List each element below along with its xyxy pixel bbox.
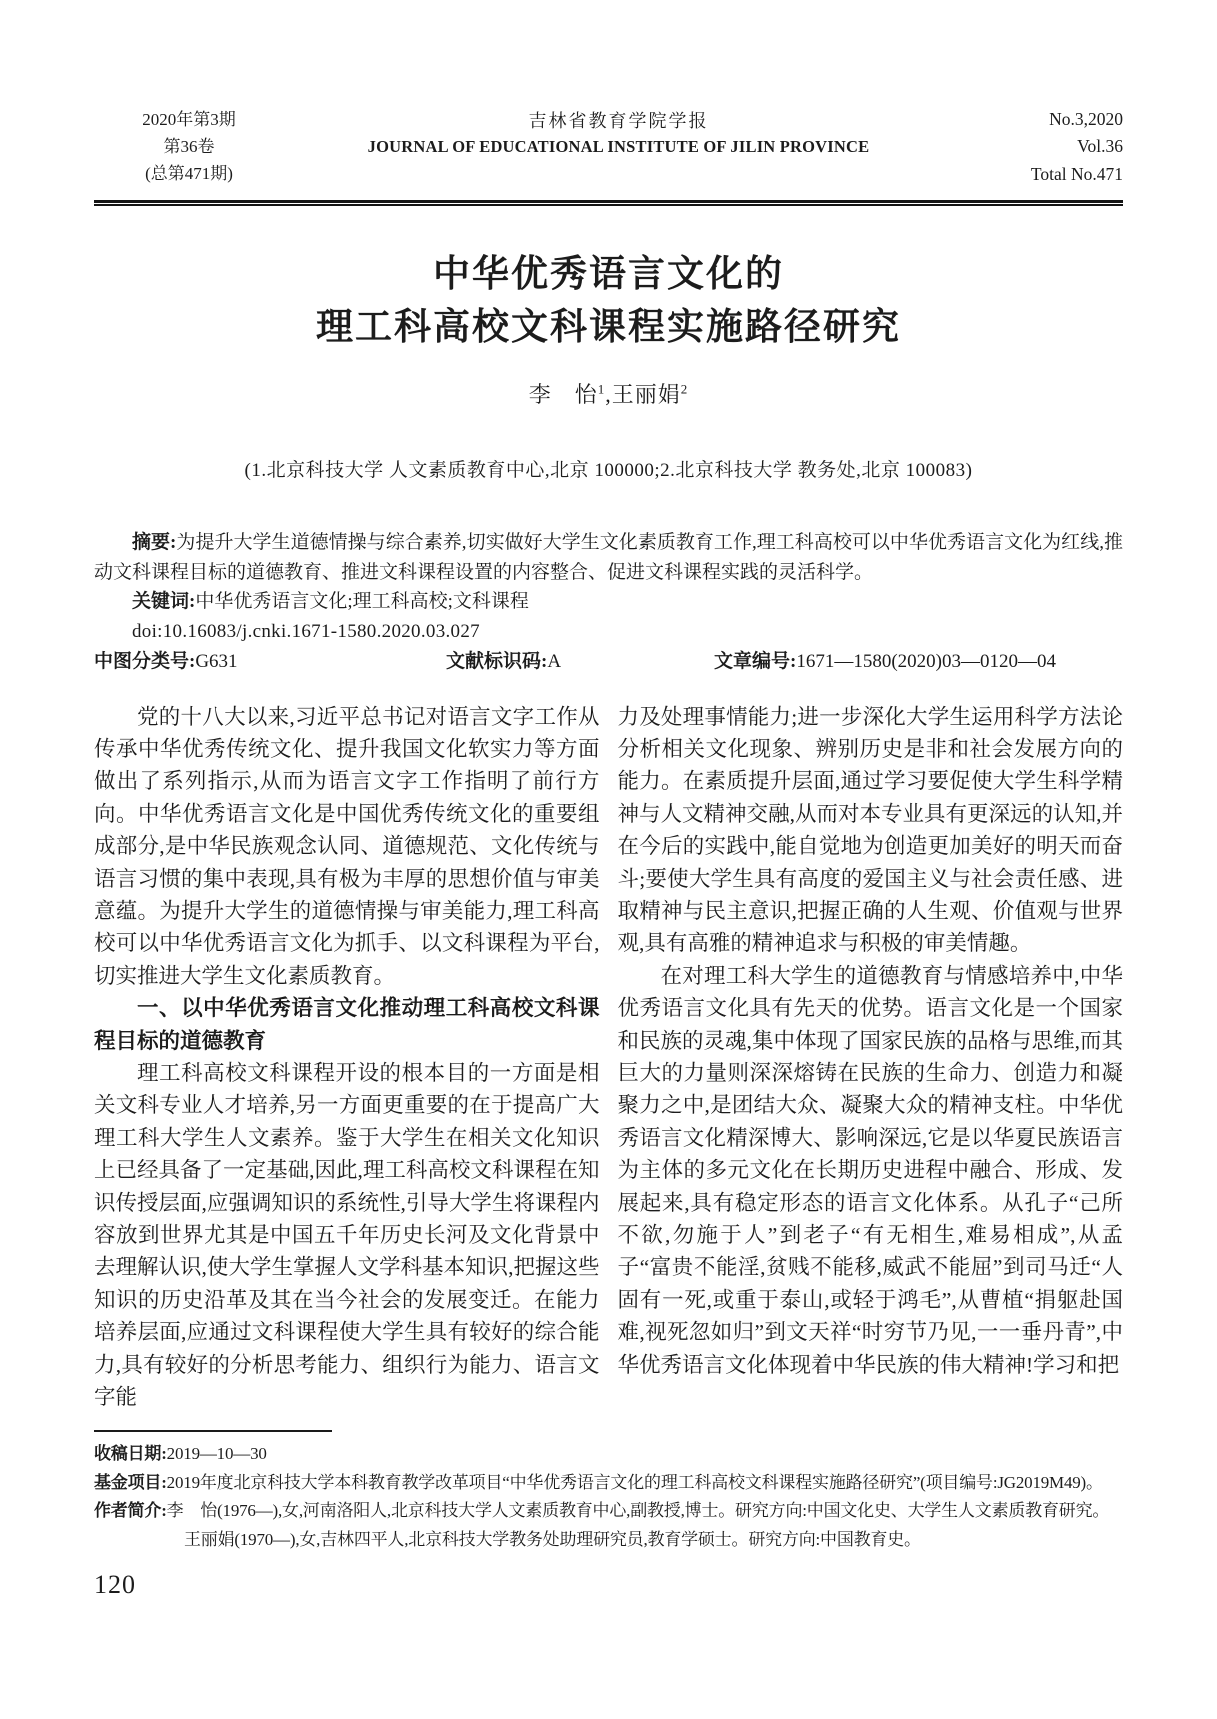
author-sup-1: 1 bbox=[597, 381, 606, 397]
volume-info bbox=[953, 106, 1123, 188]
paragraph-section1-b: 在对理工科大学生的道德教育与情感培养中,中华优秀语言文化具有先天的优势。语言文化是一个国家和民族的灵魂,集中体现了国家民族的品格与思维,而其巨大的力量则深深熔铸在民族的生命力、创造力和凝聚力之中,是团结大众、凝聚大众的精神支柱。中华优秀语言文化精深博大、影响深远,它是以华夏民族语言为主体的多元文化在长期历史进程中融合、形成、发展起来,具有稳定形态的语言文化体系。从孔子“己所不欲,勿施于人”到老子“有无相生,难易相成”,从孟子“富贵不能淫,贫贱不能移,威武不能屈”到司马迁“人固有一死,或重于泰山,或轻于鸿毛”,从曹植“捐躯赴国难,视死忽如归”到文天祥“时穷节乃见,一一垂丹青”,中华优秀语言文化体现着中华民族的伟大精神!学习和把 bbox=[617, 963, 1123, 1377]
keywords-text: 中华优秀语言文化;理工科高校;文科课程 bbox=[195, 591, 529, 612]
column-right bbox=[618, 701, 1124, 1414]
article-title bbox=[94, 248, 1123, 354]
received-date-value: 2019—10—30 bbox=[166, 1444, 267, 1464]
article-title-line1: 中华优秀语言文化的 bbox=[433, 254, 784, 295]
received-date-label: 收稿日期: bbox=[94, 1444, 167, 1464]
affiliation-line: (1.北京科技大学 人文素质教育中心,北京 100000;2.北京科技大学 教务处,北京 100083) bbox=[244, 460, 973, 481]
article-number bbox=[714, 647, 1123, 677]
journal-name-en: JOURNAL OF EDUCATIONAL INSTITUTE OF JILIN PROVINCE bbox=[367, 137, 870, 156]
authors-line bbox=[94, 378, 1123, 409]
journal-header bbox=[94, 106, 1123, 188]
paragraph-intro: 党的十八大以来,习近平总书记对语言文字工作从传承中华优秀传统文化、提升我国文化软实力等方面做出了系列指示,从而为语言文字工作指明了前行方向。中华优秀语言文化是中国优秀传统文化的重要组成部分,是中华民族观念认同、道德规范、文化传统与语言习惯的集中表现,具有极为丰厚的思想价值与审美意蕴。为提升大学生的道德情操与审美能力,理工科高校可以中华优秀语言文化为抓手、以文科课程为平台,切实推进大学生文化素质教育。 bbox=[94, 704, 600, 988]
journal-title-block bbox=[284, 106, 953, 160]
page-number: 120 bbox=[94, 1570, 136, 1600]
author-separator: , bbox=[605, 382, 612, 407]
abstract bbox=[94, 528, 1123, 587]
clc-label: 中图分类号: bbox=[94, 651, 196, 672]
clc-number bbox=[94, 647, 446, 677]
document-code bbox=[446, 647, 714, 677]
footnotes bbox=[94, 1440, 1123, 1554]
footnote-received-date bbox=[94, 1440, 1123, 1469]
volume-line-no: No.3,2020 bbox=[1049, 109, 1123, 129]
fund-value: 2019年度北京科技大学本科教育教学改革项目“中华优秀语言文化的理工科高校文科课程实施路径研究”(项目编号:JG2019M49)。 bbox=[166, 1472, 1103, 1492]
keywords bbox=[94, 587, 1123, 617]
volume-line-vol: Vol.36 bbox=[1077, 136, 1123, 156]
issue-line-volume: 第36卷 bbox=[163, 137, 215, 156]
author-name-2: 王丽娟 bbox=[611, 382, 681, 407]
section-heading-1: 一、以中华优秀语言文化推动理工科高校文科课程目标的道德教育 bbox=[94, 996, 600, 1053]
document-code-label: 文献标识码: bbox=[446, 651, 548, 672]
issue-info bbox=[94, 106, 284, 187]
volume-line-total: Total No.471 bbox=[1030, 164, 1123, 184]
journal-name-cn: 吉林省教育学院学报 bbox=[528, 111, 709, 131]
abstract-label: 摘要: bbox=[132, 532, 177, 553]
footnote-rule bbox=[94, 1430, 332, 1432]
classification-row bbox=[94, 647, 1123, 677]
footnote-author-bio-1 bbox=[94, 1497, 1123, 1526]
paragraph-section1: 理工科高校文科课程开设的根本目的一方面是相关文科专业人才培养,另一方面更重要的在于提高广大理工科大学生人文素养。鉴于大学生在相关文化知识上已经具备了一定基础,因此,理工科高校文科课程在知识传授层面,应强调知识的系统性,引导大学生将课程内容放到世界尤其是中国五千年历史长河及文化背景中去理解认识,使大学生掌握人文学科基本知识,把握这些知识的历史沿革及其在当今社会的发展变迁。在能力培养层面,应通过文科课程使大学生具有较好的综合能力,具有较好的分析思考能力、组织行为能力、语言文字能 bbox=[94, 1060, 600, 1410]
header-rule bbox=[94, 200, 1123, 206]
article-number-value: 1671—1580(2020)03—0120—04 bbox=[796, 651, 1056, 672]
clc-value: G631 bbox=[195, 651, 238, 672]
author-sup-2: 2 bbox=[680, 381, 689, 397]
article-number-label: 文章编号: bbox=[714, 651, 797, 672]
fund-label: 基金项目: bbox=[94, 1472, 167, 1492]
document-code-value: A bbox=[547, 651, 562, 672]
column-left bbox=[94, 701, 600, 1414]
author-bio-1-value: 李 怡(1976—),女,河南洛阳人,北京科技大学人文素质教育中心,副教授,博士。研究方向:中国文化史、大学生人文素质教育研究。 bbox=[166, 1501, 1110, 1521]
issue-line-year: 2020年第3期 bbox=[142, 110, 236, 129]
article-title-line2: 理工科高校文科课程实施路径研究 bbox=[316, 307, 901, 348]
footnote-fund bbox=[94, 1469, 1123, 1498]
keywords-label: 关键词: bbox=[132, 591, 196, 612]
author-name-1: 李 怡 bbox=[528, 382, 598, 407]
doi-line: doi:10.16083/j.cnki.1671-1580.2020.03.027 bbox=[132, 620, 480, 642]
paragraph-section1-cont: 力及处理事情能力;进一步深化大学生运用科学方法论分析相关文化现象、辨别历史是非和社会发展方向的能力。在素质提升层面,通过学习要促使大学生科学精神与人文精神交融,从而对本专业具有更深远的认知,并在今后的实践中,能自觉地为创造更加美好的明天而奋斗;要使大学生具有高度的爱国主义与社会责任感、进取精神与民主意识,把握正确的人生观、价值观与世界观,具有高雅的精神追求与积极的审美情趣。 bbox=[617, 704, 1123, 956]
footnote-author-bio-2: 王丽娟(1970—),女,吉林四平人,北京科技大学教务处助理研究员,教育学硕士。研究方向:中国教育史。 bbox=[184, 1529, 921, 1549]
author-bio-label: 作者简介: bbox=[94, 1501, 167, 1521]
issue-line-total: (总第471期) bbox=[145, 164, 233, 183]
article-meta bbox=[94, 528, 1123, 677]
article-body bbox=[94, 701, 1123, 1414]
abstract-text: 为提升大学生道德情操与综合素养,切实做好大学生文化素质教育工作,理工科高校可以中华优秀语言文化为红线,推动文科课程目标的道德教育、推进文科课程设置的内容整合、促进文科课程实践的灵活科学。 bbox=[94, 532, 1123, 583]
